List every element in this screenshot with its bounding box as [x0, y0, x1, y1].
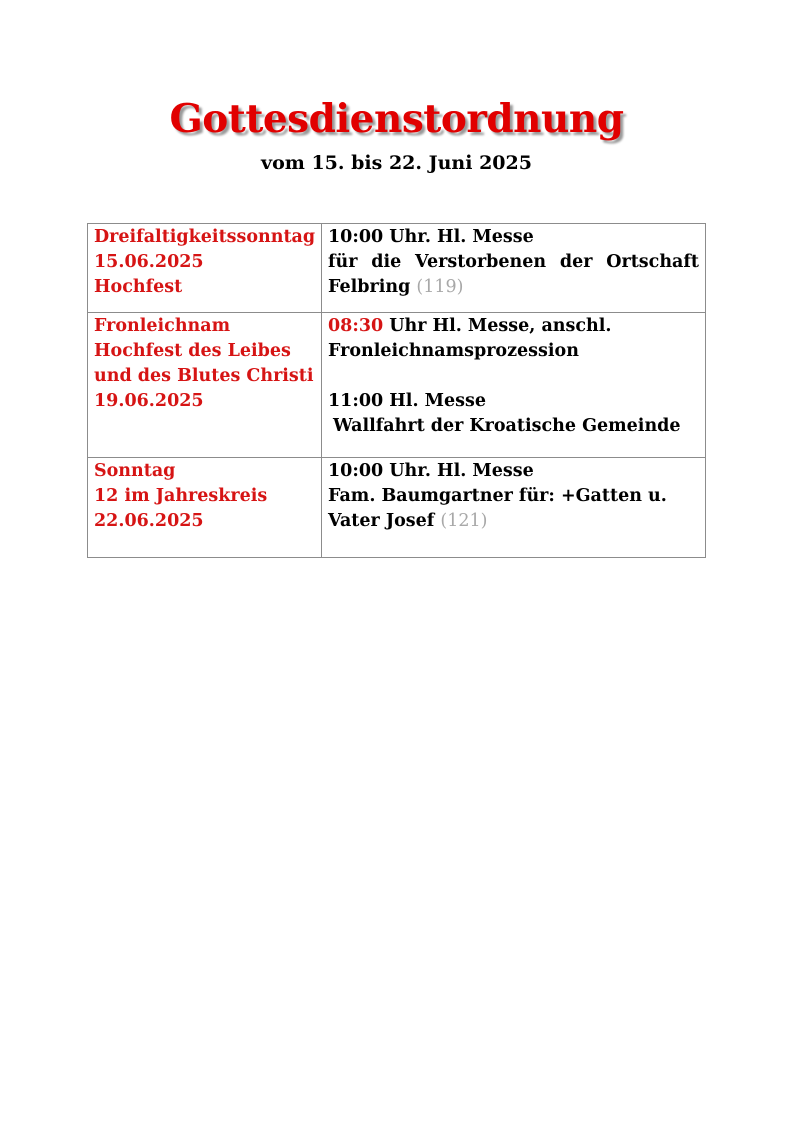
service-time: 10:00 Uhr. Hl. Messe — [328, 461, 534, 481]
table-row — [88, 458, 706, 558]
service-cell — [322, 224, 706, 313]
service-cell — [322, 313, 706, 458]
day-cell — [88, 458, 322, 558]
day-rank: Hochfest — [94, 277, 183, 297]
day-name: Fronleichnam — [94, 316, 231, 336]
day-cell — [88, 224, 322, 313]
service-intention: für die Verstorbenen der Ortschaft — [328, 252, 699, 272]
day-date: 22.06.2025 — [94, 511, 204, 531]
day-rank: Hochfest des Leibes — [94, 341, 291, 361]
table-row — [88, 313, 706, 458]
service-cell — [322, 458, 706, 558]
service-description: Wallfahrt der Kroatische Gemeinde — [333, 416, 681, 436]
intention-text: Felbring — [328, 277, 411, 297]
reference-number: (119) — [416, 277, 464, 297]
schedule-table — [87, 223, 706, 558]
day-rank: 12 im Jahreskreis — [94, 486, 268, 506]
service-time: 11:00 Hl. Messe — [328, 391, 486, 411]
day-date: 19.06.2025 — [94, 391, 204, 411]
service-intention-cont — [328, 275, 699, 300]
intention-text: Vater Josef — [328, 511, 435, 531]
day-rank-cont: und des Blutes Christi — [94, 366, 314, 386]
day-date: 15.06.2025 — [94, 252, 204, 272]
service-time-rest: Uhr Hl. Messe, anschl. — [383, 316, 612, 336]
service-description: Fronleichnamsprozession — [328, 341, 579, 361]
service-intention: Fam. Baumgartner für: +Gatten u. — [328, 486, 667, 506]
table-row — [88, 224, 706, 313]
reference-number: (121) — [440, 511, 488, 531]
service-time: 10:00 Uhr. Hl. Messe — [328, 227, 534, 247]
day-name: Sonntag — [94, 461, 176, 481]
page-title: Gottesdienstordnung — [169, 96, 624, 142]
spacer — [328, 364, 699, 389]
service-intention-cont — [328, 509, 699, 534]
day-cell — [88, 313, 322, 458]
day-name: Dreifaltigkeitssonntag — [94, 227, 316, 247]
service-time — [328, 314, 699, 339]
page-subtitle: vom 15. bis 22. Juni 2025 — [261, 152, 532, 174]
service-time-highlight: 08:30 — [328, 316, 384, 336]
